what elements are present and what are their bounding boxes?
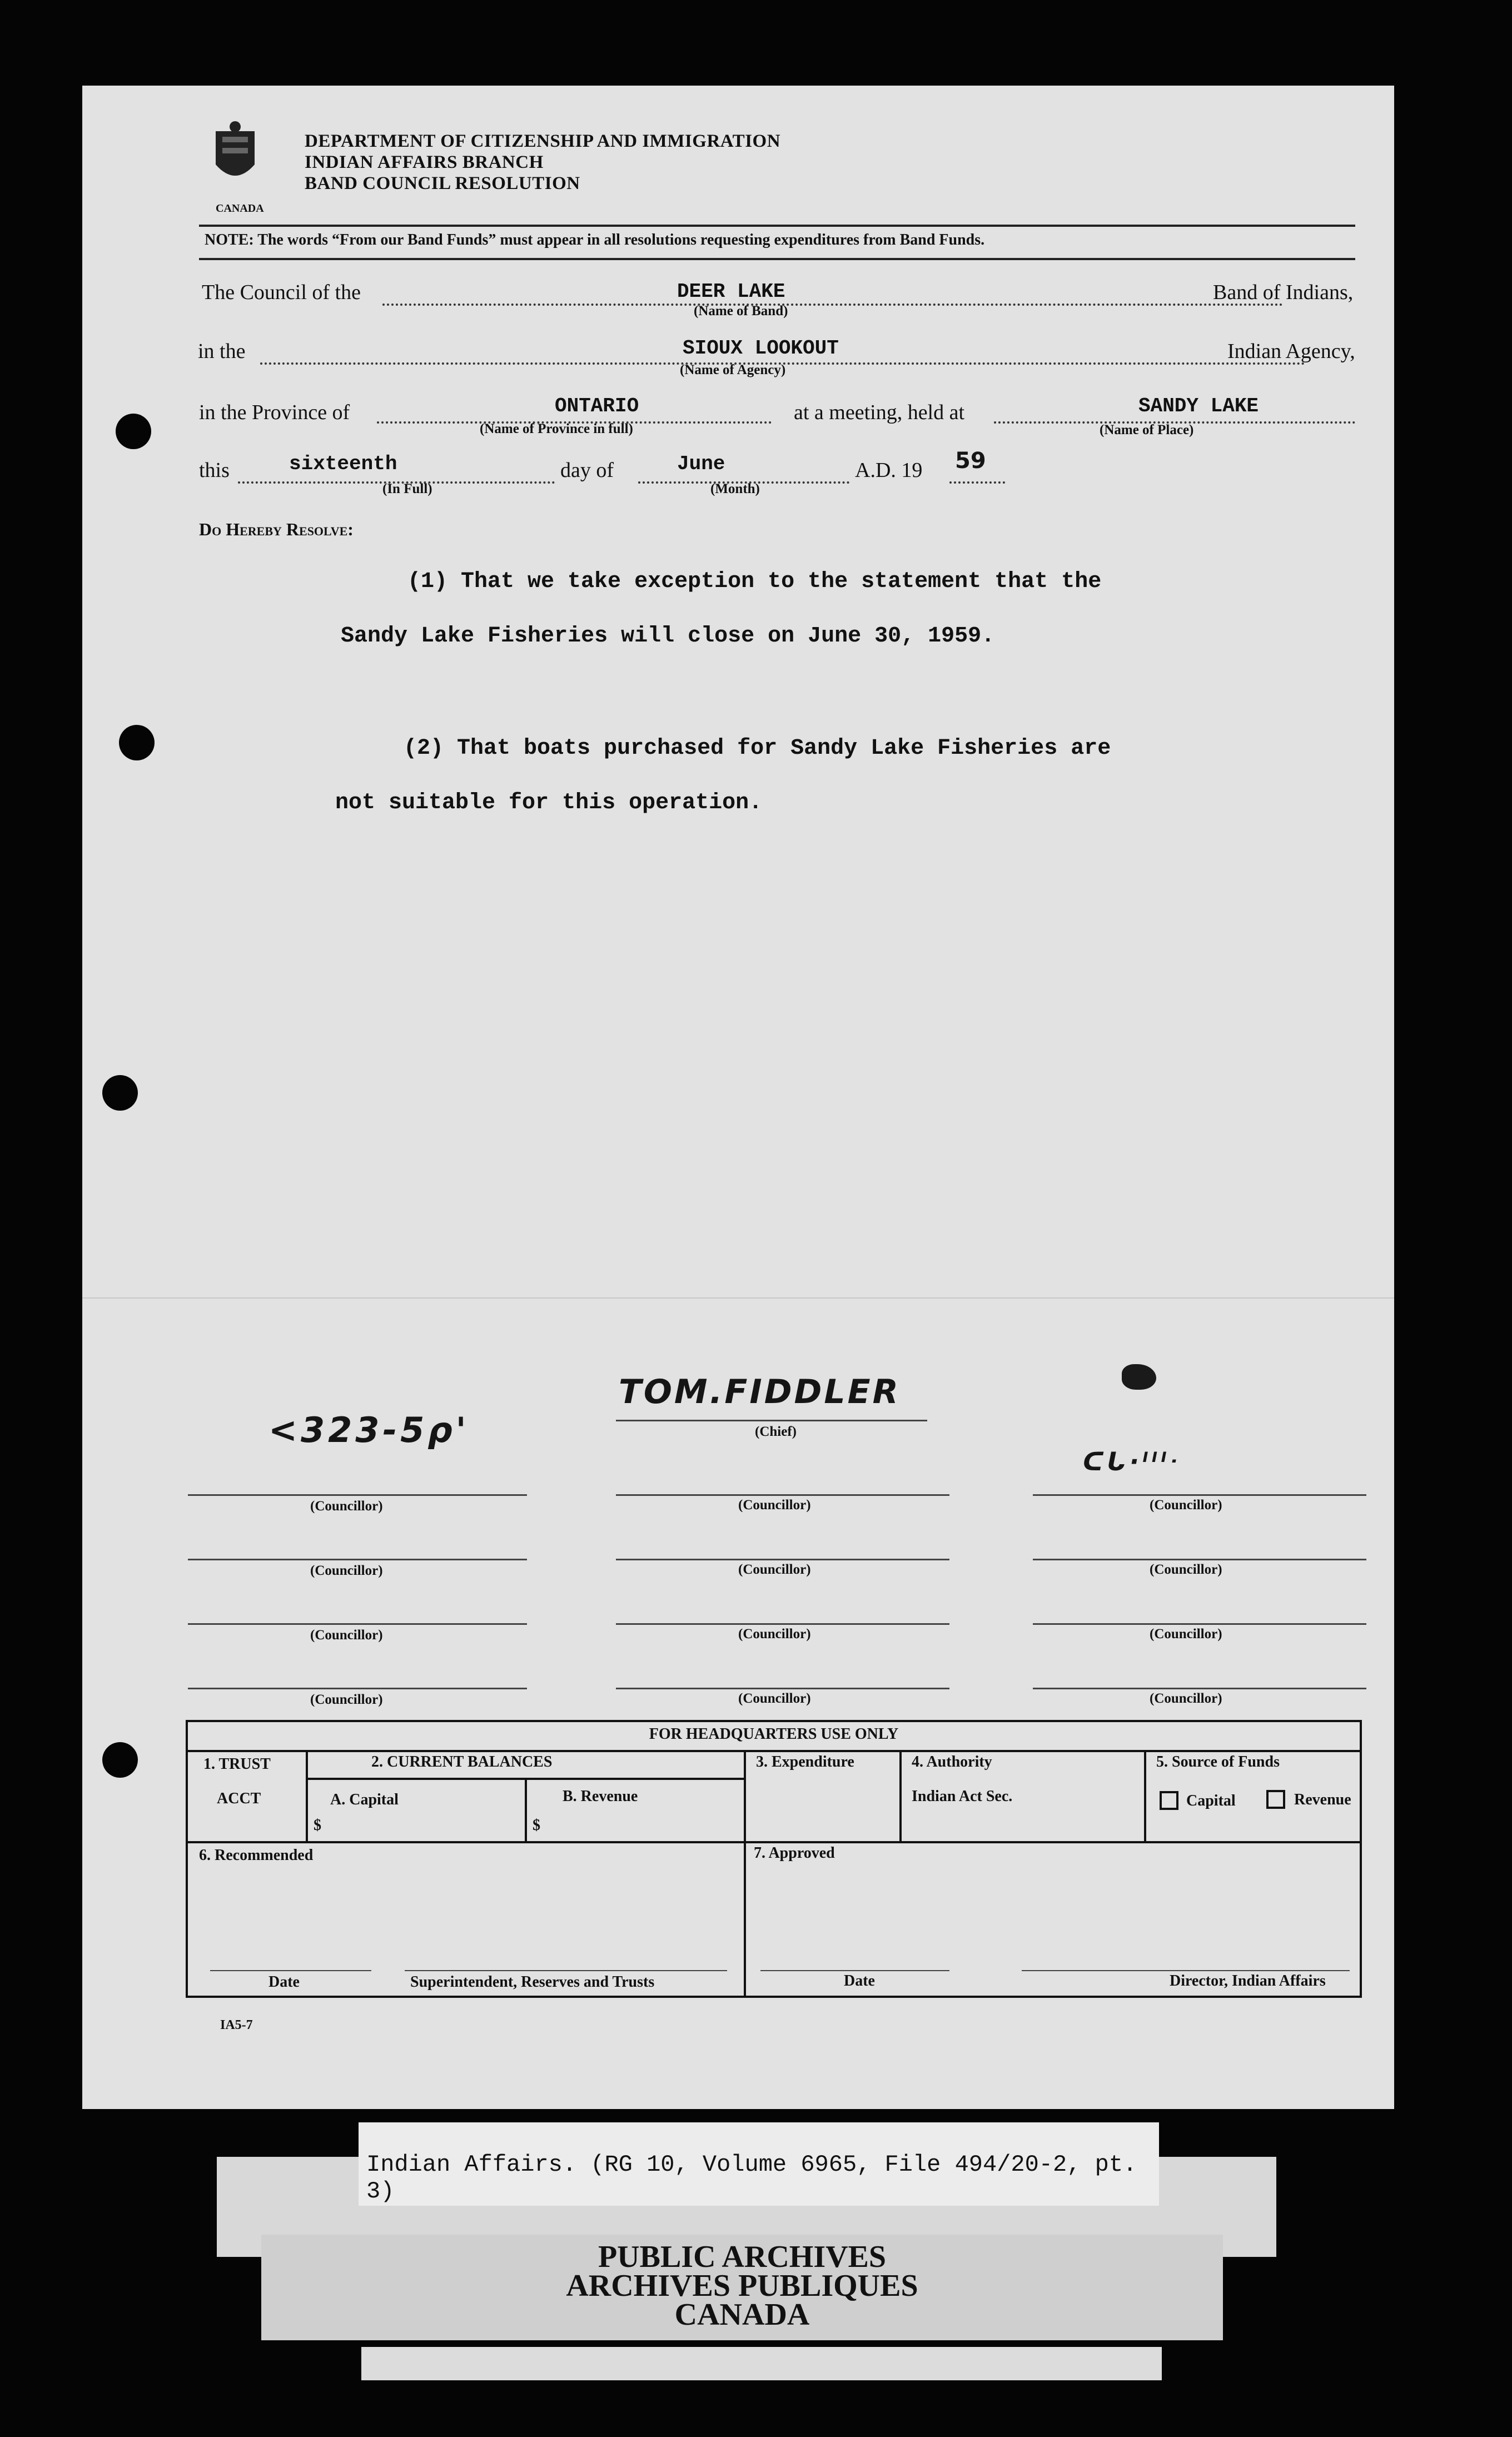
agency-suffix: Indian Agency, (1227, 340, 1355, 363)
document-page (82, 86, 1394, 2109)
resolution-2-line-2: not suitable for this operation. (335, 790, 763, 815)
revenue-b-label: B. Revenue (563, 1788, 638, 1805)
day-caption: (In Full) (382, 481, 432, 496)
day-of-label: day of (560, 459, 614, 482)
note-label: NOTE: (205, 231, 254, 248)
councillor-caption: (Councillor) (1150, 1498, 1222, 1513)
councillor-caption: (Councillor) (310, 1563, 383, 1578)
councillor-caption: (Councillor) (1150, 1691, 1222, 1706)
canada-crest-icon (210, 120, 260, 203)
authority-label: 4. Authority (912, 1753, 992, 1770)
councillor-caption: (Councillor) (738, 1498, 811, 1513)
archive-stamp-line-1: PUBLIC ARCHIVES (598, 2240, 887, 2274)
revenue-checkbox[interactable] (1266, 1790, 1285, 1809)
place-value: SANDY LAKE (1138, 395, 1259, 417)
month-caption: (Month) (710, 481, 760, 496)
hq-table-title: FOR HEADQUARTERS USE ONLY (649, 1725, 899, 1743)
headquarters-table (186, 1720, 1362, 1998)
councillor-caption: (Councillor) (310, 1692, 383, 1707)
superintendent-label: Superintendent, Reserves and Trusts (410, 1973, 655, 1991)
chief-caption: (Chief) (755, 1424, 797, 1439)
balances-label: 2. CURRENT BALANCES (371, 1753, 553, 1770)
capital-dollar: $ (314, 1817, 321, 1834)
councillor-caption: (Councillor) (738, 1562, 811, 1577)
branch-title: INDIAN AFFAIRS BRANCH (305, 152, 544, 172)
resolution-1-line-2: Sandy Lake Fisheries will close on June 30, 1959. (341, 624, 995, 649)
province-value: ONTARIO (555, 395, 639, 417)
crest-label: CANADA (216, 202, 264, 215)
capital-checkbox-label: Capital (1186, 1792, 1236, 1809)
band-suffix: Band of Indians, (1213, 281, 1354, 304)
expenditure-label: 3. Expenditure (756, 1753, 854, 1770)
month-value: June (677, 452, 725, 475)
recommended-date-label: Date (268, 1973, 300, 1991)
archive-stamp-line-2: ARCHIVES PUBLIQUES (566, 2269, 918, 2303)
punch-hole (119, 725, 155, 760)
source-label: 5. Source of Funds (1156, 1753, 1280, 1770)
band-caption: (Name of Band) (694, 304, 788, 319)
approved-date-label: Date (844, 1972, 875, 1990)
councillor-caption: (Councillor) (1150, 1562, 1222, 1577)
archive-stamp-strip (361, 2347, 1162, 2380)
year-value: 59 (955, 448, 986, 474)
recommended-label: 6. Recommended (199, 1847, 314, 1864)
department-title: DEPARTMENT OF CITIZENSHIP AND IMMIGRATION (305, 131, 781, 151)
left-councillor-signature: <323-5ρ' (268, 1410, 470, 1450)
place-caption: (Name of Place) (1100, 422, 1194, 437)
resolution-1-line-1: (1) That we take exception to the statement that the (407, 569, 1102, 594)
resolution-2-line-1: (2) That boats purchased for Sandy Lake Fisheries are (404, 736, 1111, 761)
ink-blot (1122, 1364, 1156, 1390)
band-value: DEER LAKE (677, 280, 785, 303)
punch-hole (102, 1075, 138, 1111)
note (205, 231, 984, 249)
archive-reference: Indian Affairs. (RG 10, Volume 6965, File 494/20-2, pt. 3) (366, 2151, 1137, 2205)
chief-signature: TOM.FIDDLER (619, 1372, 901, 1411)
ad-label: A.D. 19 (855, 459, 923, 482)
indian-act-label: Indian Act Sec. (912, 1788, 1013, 1805)
punch-hole (116, 414, 151, 449)
province-caption: (Name of Province in full) (480, 421, 633, 436)
councillor-caption: (Councillor) (738, 1627, 811, 1642)
revenue-dollar: $ (533, 1817, 540, 1834)
councillor-caption: (Councillor) (310, 1499, 383, 1514)
councillor-caption: (Councillor) (738, 1691, 811, 1706)
councillor-caption: (Councillor) (1150, 1627, 1222, 1642)
agency-value: SIOUX LOOKOUT (683, 337, 839, 360)
archive-label (359, 2122, 1159, 2206)
approved-label: 7. Approved (754, 1844, 835, 1862)
capital-a-label: A. Capital (330, 1791, 399, 1808)
archive-stamp (261, 2235, 1223, 2340)
meeting-label: at a meeting, held at (794, 401, 965, 424)
form-number: IA5-7 (220, 2018, 253, 2032)
capital-checkbox[interactable] (1160, 1791, 1178, 1810)
right-councillor-signature: ᑕᒐ·ᑊᑊᑊᐧ (1083, 1446, 1181, 1476)
agency-caption: (Name of Agency) (680, 362, 786, 377)
director-label: Director, Indian Affairs (1170, 1972, 1326, 1990)
in-the-label: in the (198, 340, 246, 363)
council-label: The Council of the (202, 281, 361, 304)
this-label: this (199, 459, 230, 482)
trust-label: 1. TRUST (203, 1755, 271, 1773)
form-title: BAND COUNCIL RESOLUTION (305, 173, 580, 193)
province-label: in the Province of (199, 401, 350, 424)
note-text: The words “From our Band Funds” must appear in all resolutions requesting expenditures from Band Funds. (257, 231, 985, 248)
punch-hole (102, 1742, 138, 1778)
resolve-label: Do Hereby Resolve: (199, 519, 354, 539)
revenue-checkbox-label: Revenue (1294, 1791, 1351, 1808)
archive-stamp-line-3: CANADA (674, 2297, 810, 2332)
councillor-caption: (Councillor) (310, 1628, 383, 1643)
acct-label: ACCT (217, 1790, 261, 1807)
day-value: sixteenth (289, 452, 397, 475)
